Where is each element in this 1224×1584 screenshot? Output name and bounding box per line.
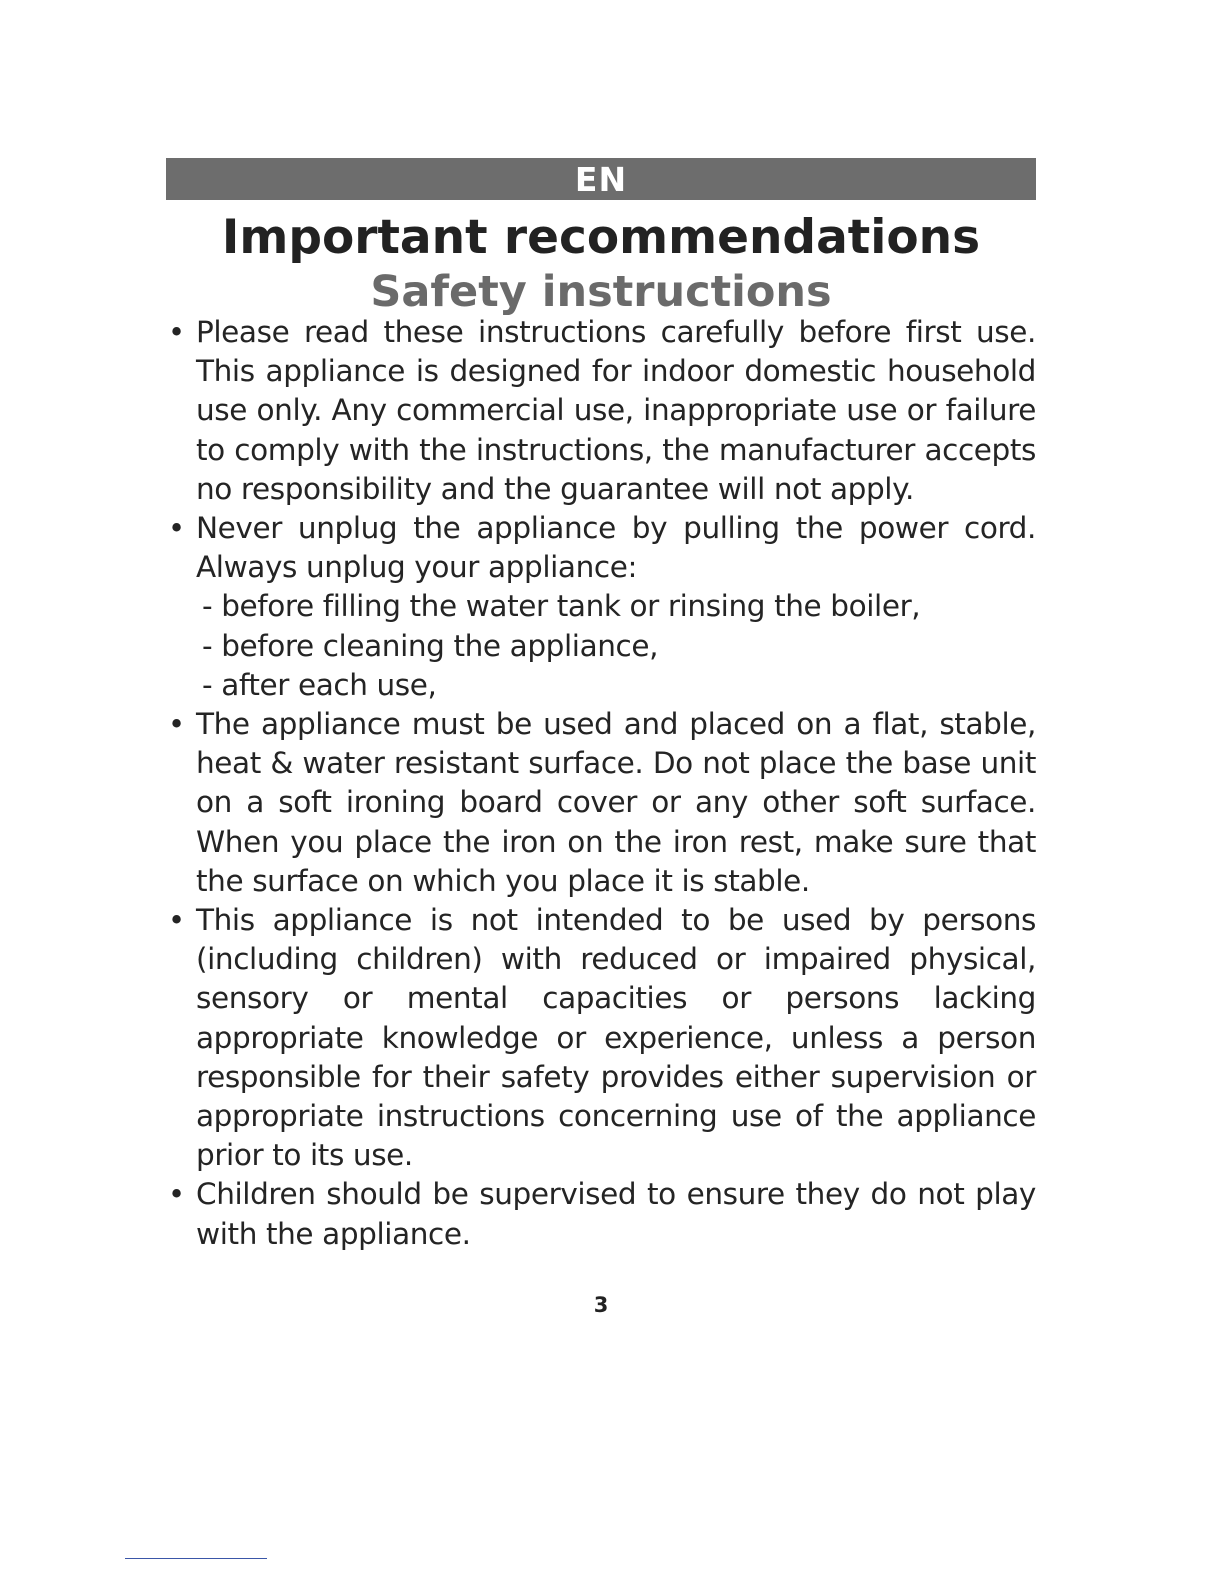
safety-instructions-list (166, 313, 1036, 1254)
list-item (166, 509, 1036, 705)
page-number: 3 (593, 1293, 609, 1317)
bullet-icon: • (168, 903, 185, 938)
page-title: Important recommendations (221, 210, 981, 265)
item-text: Please read these instructions carefully before first use. This appliance is designed for indoor domestic household use only. Any commercial use, inappropriate use or failure to comply with the instructions, the manufacturer accepts no responsibility and the guarantee will not apply. (196, 315, 1036, 506)
bullet-icon: • (168, 707, 185, 742)
sub-item: - before cleaning the appliance, (202, 628, 659, 663)
sub-item: - after each use, (202, 667, 437, 702)
bullet-icon: • (168, 511, 185, 546)
item-text: Never unplug the appliance by pulling the power cord. Always unplug your appliance: (196, 511, 1036, 585)
sub-item: - before filling the water tank or rinsing the boiler, (202, 589, 921, 624)
bullet-icon: • (168, 1177, 185, 1212)
item-text: The appliance must be used and placed on a flat, stable, heat & water resistant surface. Do not place the base unit on a soft ironing board cover or any other soft surface. When you place the iron on the iron rest, make sure that the surface on which you place it is stable. (196, 707, 1036, 898)
language-label: EN (166, 158, 1036, 200)
footer-divider (125, 1558, 267, 1559)
list-item (166, 1175, 1036, 1253)
bullet-icon: • (168, 315, 185, 349)
section-subtitle: Safety instructions (370, 267, 832, 317)
item-text: This appliance is not intended to be used by persons (including children) with reduced or impaired physical, sensory or mental capacities or persons lacking appropriate knowledge or experience, unless a person responsible for their safety provides either supervision or appropriate instructions concerning use of the appliance prior to its use. (196, 903, 1036, 1173)
list-item (166, 313, 1036, 509)
list-item (166, 705, 1036, 901)
list-item (166, 901, 1036, 1175)
item-text: Children should be supervised to ensure they do not play with the appliance. (196, 1177, 1036, 1251)
